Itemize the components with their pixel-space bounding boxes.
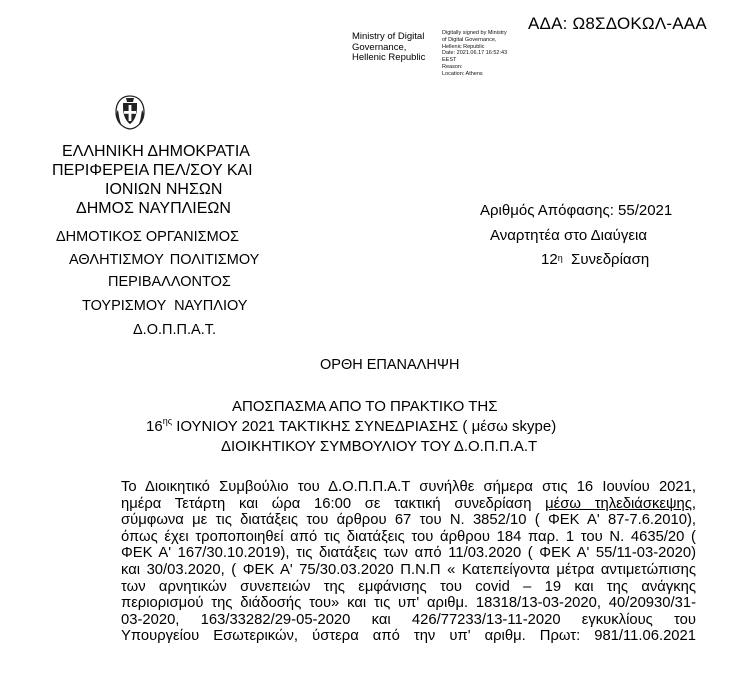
- signature-detail-line: EEST: [442, 57, 457, 64]
- signature-detail-line: Digitally signed by Ministry: [442, 30, 507, 36]
- signature-signer: Ministry of Digital Governance, Hellenic Republic: [352, 31, 426, 63]
- body-line: 03-2020, 163/33282/29-05-2020 και 426/77233/13-11-2020 εγκυκλίους του: [121, 611, 696, 628]
- decision-posting: Αναρτητέα στο Διαύγεια: [490, 227, 648, 244]
- header-line-region-cont: ΙΟΝΙΩΝ ΝΗΣΩΝ: [105, 181, 223, 198]
- session-word: Συνεδρίαση: [571, 251, 650, 268]
- body-line: και 30/03.2020, ( ΦΕΚ Α' 75/30.03.2020 Π.Ν.Π « Κατεπείγοντα μέτρα αντιμετώπισης: [121, 561, 696, 578]
- body-line: [121, 496, 696, 513]
- session-number: 12: [541, 251, 558, 268]
- title-day: 16: [146, 418, 163, 435]
- title-line-1: ΑΠΟΣΠΑΣΜΑ ΑΠΟ ΤΟ ΠΡΑΚΤΙΚΟ ΤΗΣ: [232, 398, 498, 415]
- header-line-country: ΕΛΛΗΝΙΚΗ ΔΗΜΟΚΡΑΤΙΑ: [62, 143, 250, 160]
- title-day-ordinal: ης: [162, 416, 173, 426]
- ada-code: ΑΔΑ: Ω8ΣΔΟΚΩΛ-ΑΑΑ: [528, 14, 707, 33]
- title-date-rest: ΙΟΥΝΙΟΥ 2021 ΤΑΚΤΙΚΗΣ ΣΥΝΕΔΡΙΑΣΗΣ ( μέσω skype): [172, 418, 557, 435]
- correction-label: ΟΡΘΗ ΕΠΑΝΑΛΗΨΗ: [320, 357, 460, 373]
- signature-detail-line: Reason:: [442, 63, 463, 70]
- header-line-organization-cont: ΠΕΡΙΒΑΛΛΟΝΤΟΣ: [108, 274, 231, 290]
- body-line: περιορισμού της διάδοσής του» και τις υπ' αριθμ. 18318/13-03-2020, 40/20930/31-: [121, 595, 696, 612]
- body-line: Υπουργείου Εσωτερικών, ύστερα από την υπ' αριθμ. Πρωτ: 981/11.06.2021: [121, 628, 696, 645]
- signature-detail-line: Date: 2021.06.17 16:52:43: [442, 50, 508, 57]
- signature-detail-line: of Digital Governance,: [442, 36, 497, 43]
- decision-number: Αριθμός Απόφασης: 55/2021: [480, 202, 673, 219]
- session-ordinal: η: [557, 253, 563, 263]
- header-line-region: ΠΕΡΙΦΕΡΕΙΑ ΠΕΛ/ΣΟΥ ΚΑΙ: [52, 162, 253, 179]
- body-line: όπως έχει τροποποιηθεί από τις διατάξεις του άρθρου 184 παρ. 1 του Ν. 4635/20 (: [121, 528, 696, 545]
- decision-session: [541, 251, 649, 269]
- body-text: ημέρα Τετάρτη και ώρα 16:00 σε τακτική συνεδρίαση: [121, 495, 546, 512]
- signature-detail-line: Hellenic Republic: [442, 43, 485, 50]
- body-line: ΦΕΚ Α' 167/30.10.2019), τις διατάξεις των από 11/03.2020 ( ΦΕΚ Α' 55/11-03-2020): [121, 545, 696, 562]
- header-line-organization: ΔΗΜΟΤΙΚΟΣ ΟΡΓΑΝΙΣΜΟΣ: [56, 229, 239, 245]
- body-paragraph: [121, 479, 696, 645]
- body-line: των αρνητικών συνεπειών της εμφάνισης του covid – 19 και της ανάγκης: [121, 578, 696, 595]
- header-line-organization-cont: ΤΟΥΡΙΣΜΟΥ ΝΑΥΠΛΙΟΥ: [82, 298, 248, 314]
- greek-coat-of-arms-icon: [110, 92, 150, 132]
- body-line: σύμφωνα με τις διατάξεις του άρθρου 67 του Ν. 3852/10 ( ΦΕΚ Α' 87-7.6.2010),: [121, 512, 696, 529]
- title-line-2: [146, 418, 556, 435]
- header-line-organization-cont: ΑΘΛΗΤΙΣΜΟΥ ΠΟΛΙΤΙΣΜΟΥ: [69, 252, 260, 268]
- body-line: Το Διοικητικό Συμβούλιο του Δ.Ο.Π.Π.Α.Τ συνήλθε σήμερα στις 16 Ιουνίου 2021,: [121, 479, 696, 495]
- header-line-municipality: ΔΗΜΟΣ ΝΑΥΠΛΙΕΩΝ: [76, 200, 231, 217]
- title-line-3: ΔΙΟΙΚΗΤΙΚΟΥ ΣΥΜΒΟΥΛΙΟΥ ΤΟΥ Δ.Ο.Π.Π.Α.Τ: [221, 438, 538, 455]
- signature-details: [442, 30, 532, 78]
- body-underlined-text: μέσω τηλεδιάσκεψης,: [545, 495, 696, 512]
- header-line-acronym: Δ.Ο.Π.Π.Α.Τ.: [133, 322, 217, 338]
- signature-detail-line: Location: Athens: [442, 70, 483, 77]
